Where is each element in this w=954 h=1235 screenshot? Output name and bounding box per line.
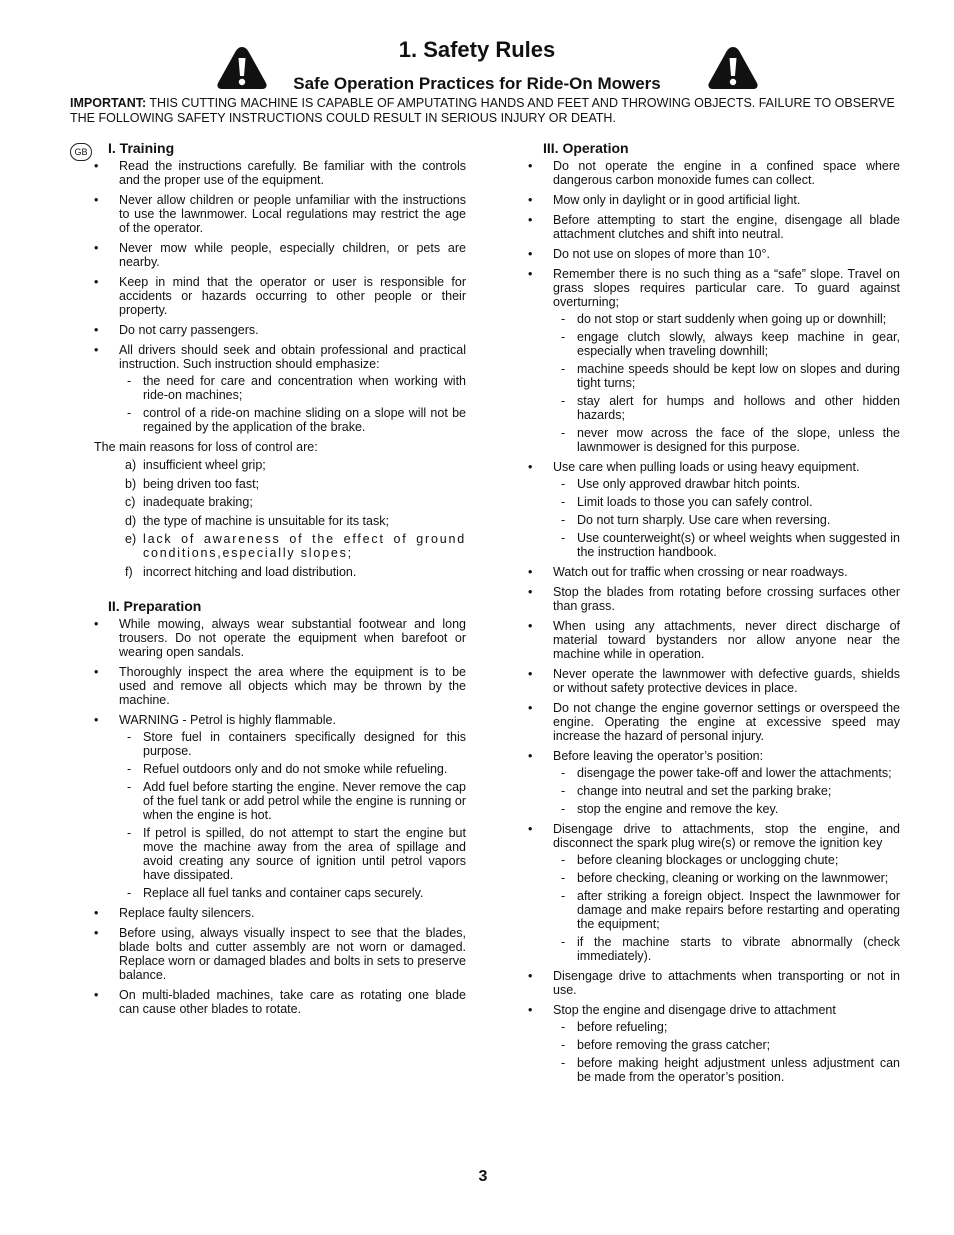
list-item: d) the type of machine is unsuitable for its task;	[125, 513, 389, 528]
sub-item: - machine speeds should be kept low on slopes and during tight turns;	[553, 362, 900, 390]
sub-item: - Do not turn sharply. Use care when reversing.	[553, 513, 900, 527]
section-heading-operation: III. Operation	[543, 140, 629, 156]
preparation-list	[94, 617, 466, 1016]
sub-item: - Refuel outdoors only and do not smoke while refueling.	[119, 762, 466, 776]
sub-item: - before making height adjustment unless adjustment can be made from the operator’s position.	[553, 1056, 900, 1084]
list-item: Mow only in daylight or in good artificial light.	[553, 193, 801, 207]
sub-item: - stay alert for humps and hollows and other hidden hazards;	[553, 394, 900, 422]
list-item: Use care when pulling loads or using heavy equipment. - Use only approved drawbar hitch points. - Limit loads to those you can safely control. - Do not turn sharply. Use care when reversing. - Use counterweight(s) or wheel weights when suggested in the instruction handbook.	[528, 460, 900, 559]
list-item: Stop the blades from rotating before crossing surfaces other than grass.	[553, 585, 900, 613]
sub-item: - If petrol is spilled, do not attempt to start the engine but move the machine away from the area of spillage and avoid creating any source of ignition until petrol vapors have dissipated.	[119, 826, 466, 882]
sub-item: - Add fuel before starting the engine. Never remove the cap of the fuel tank or add petrol while the engine is running or when the engine is hot.	[119, 780, 466, 822]
list-item: Do not use on slopes of more than 10°.	[553, 247, 770, 261]
sub-list	[553, 477, 900, 559]
list-item: a) insufficient wheel grip;	[125, 458, 266, 472]
list-item: e) lack of awareness of the effect of ground conditions,especially slopes;	[125, 532, 466, 560]
list-item: WARNING - Petrol is highly flammable. - Store fuel in containers specifically designed for this purpose. - Refuel outdoors only and do not smoke while refueling. - Add fuel before starting the engine. Never remove the cap of the fuel tank or add petrol while the engine is running or when the engine is hot. - If petrol is spilled, do not attempt to start the engine but move the machine away from the area of spillage and avoid creating any source of ignition until petrol vapors have dissipated. - Replace all fuel tanks and container caps securely.	[94, 713, 466, 900]
list-item: Before leaving the operator’s position: - disengage the power take-off and lower the attachments; - change into neutral and set the parking brake; - stop the engine and remove the key.	[528, 749, 900, 816]
list-item: Stop the engine and disengage drive to attachment - before refueling; - before removing the grass catcher; - before making height adjustment unless adjustment can be made from the operator’s position.	[528, 1003, 900, 1084]
sub-item: - Use counterweight(s) or wheel weights when suggested in the instruction handbook.	[553, 531, 900, 559]
list-item: When using any attachments, never direct discharge of material toward bystanders nor allow anyone near the machine while in operation.	[553, 619, 900, 661]
list-item: On multi-bladed machines, take care as rotating one blade can cause other blades to rotate.	[119, 987, 466, 1016]
list-item: Remember there is no such thing as a “safe” slope. Travel on grass slopes requires particular care. To guard against overturning; - do not stop or start suddenly when going up or downhill; - engage clutch slowly, always keep machine in gear, especially when traveling downhill; - machine speeds should be kept low on slopes and during tight turns; - stay alert for humps and hollows and other hidden hazards; - never mow across the face of the slope, unless the lawnmower is designed for this purpose.	[528, 267, 900, 454]
page-title: 1. Safety Rules	[398, 37, 556, 62]
section-heading-preparation: II. Preparation	[108, 597, 202, 614]
list-item: Do not operate the engine in a confined space where dangerous carbon monoxide fumes can collect.	[553, 159, 900, 187]
list-item: b) being driven too fast;	[125, 476, 260, 491]
sub-item: - Replace all fuel tanks and container caps securely.	[119, 886, 466, 900]
sub-item: - do not stop or start suddenly when going up or downhill;	[553, 312, 900, 326]
list-item: While mowing, always wear substantial footwear and long trousers. Do not operate the equipment when barefoot or wearing open sandals.	[119, 616, 466, 659]
sub-item: - control of a ride-on machine sliding on a slope will not be regained by the application of the brake.	[119, 406, 466, 434]
list-item: Disengage drive to attachments when transporting or not in use.	[553, 969, 900, 997]
important-text: THIS CUTTING MACHINE IS CAPABLE OF AMPUTATING HANDS AND FEET AND THROWING OBJECTS. FAILURE TO OBSERVE THE FOLLOWING SAFETY INSTRUCTIONS COULD RESULT IN SERIOUS INJURY OR DEATH.	[70, 96, 895, 125]
list-item: Keep in mind that the operator or user is responsible for accidents or hazards occurring to other people or their property.	[119, 275, 466, 317]
list-item: Do not carry passengers.	[119, 323, 259, 337]
reasons-list	[94, 458, 466, 579]
sub-item: - before checking, cleaning or working on the lawnmower;	[553, 871, 900, 885]
sub-list	[119, 730, 466, 900]
list-item: Never mow while people, especially children, or pets are nearby.	[119, 241, 466, 269]
sub-item: - change into neutral and set the parking brake;	[553, 784, 900, 798]
list-item: Replace faulty silencers.	[119, 905, 255, 920]
training-list	[94, 159, 466, 434]
sub-item: - before cleaning blockages or unclogging chute;	[553, 853, 900, 867]
list-item: Read the instructions carefully. Be familiar with the controls and the proper use of the equipment.	[119, 159, 466, 187]
list-item: Never allow children or people unfamiliar with the instructions to use the lawnmower. Local regulations may restrict the age of the operator.	[119, 193, 466, 235]
page-subtitle: Safe Operation Practices for Ride-On Mowers	[293, 74, 661, 93]
operation-list	[528, 159, 900, 1084]
sub-item: - if the machine starts to vibrate abnormally (check immediately).	[553, 935, 900, 963]
sub-item: - disengage the power take-off and lower the attachments;	[553, 766, 900, 780]
sub-list	[553, 766, 900, 816]
language-badge: GB	[70, 143, 92, 161]
important-notice	[70, 96, 902, 125]
sub-list	[119, 374, 466, 434]
sub-item: - before refueling;	[553, 1020, 900, 1034]
list-item: c) inadequate braking;	[125, 495, 253, 509]
sub-list	[553, 853, 900, 963]
page-number: 3	[478, 1168, 488, 1185]
sub-list	[553, 1020, 900, 1084]
sub-item: - Limit loads to those you can safely control.	[553, 495, 900, 509]
list-item: Do not change the engine governor settings or overspeed the engine. Operating the engine at excessive speed may increase the hazard of personal injury.	[553, 701, 900, 743]
sub-item: - Store fuel in containers specifically designed for this purpose.	[119, 730, 466, 758]
right-column	[528, 141, 900, 1090]
sub-list	[553, 312, 900, 454]
reasons-intro: The main reasons for loss of control are:	[94, 440, 318, 454]
list-item: Before attempting to start the engine, disengage all blade attachment clutches and shift into neutral.	[553, 213, 900, 241]
sub-item: - never mow across the face of the slope, unless the lawnmower is designed for this purpose.	[553, 426, 900, 454]
list-item: All drivers should seek and obtain professional and practical instruction. Such instruction should emphasize: - the need for care and concentration when working with ride-on machines; - control of a ride-on machine sliding on a slope will not be regained by the application of the brake.	[94, 343, 466, 434]
section-heading-training: I. Training	[108, 140, 175, 156]
left-column	[94, 141, 466, 1022]
list-item: Thoroughly inspect the area where the equipment is to be used and remove all objects which may be thrown by the machine.	[119, 664, 466, 707]
sub-item: - stop the engine and remove the key.	[553, 802, 900, 816]
important-label: IMPORTANT:	[70, 96, 147, 110]
list-item: f) incorrect hitching and load distribution.	[125, 564, 357, 579]
sub-item: - engage clutch slowly, always keep machine in gear, especially when traveling downhill;	[553, 330, 900, 358]
list-item: Watch out for traffic when crossing or near roadways.	[553, 565, 848, 579]
list-item: Never operate the lawnmower with defective guards, shields or without safety protective devices in place.	[553, 667, 900, 695]
list-item: Disengage drive to attachments, stop the engine, and disconnect the spark plug wire(s) or remove the ignition key - before cleaning blockages or unclogging chute; - before checking, cleaning or working on the lawnmower; - after striking a foreign object. Inspect the lawnmower for damage and make repairs before restarting and operating the equipment; - if the machine starts to vibrate abnormally (check immediately).	[528, 822, 900, 963]
list-item: Before using, always visually inspect to see that the blades, blade bolts and cutter assembly are not worn or damaged. Replace worn or damaged blades and bolts in sets to preserve balance.	[119, 925, 466, 982]
sub-item: - Use only approved drawbar hitch points.	[553, 477, 900, 491]
sub-item: - the need for care and concentration when working with ride-on machines;	[119, 374, 466, 402]
sub-item: - before removing the grass catcher;	[553, 1038, 900, 1052]
sub-item: - after striking a foreign object. Inspect the lawnmower for damage and make repairs before restarting and operating the equipment;	[553, 889, 900, 931]
